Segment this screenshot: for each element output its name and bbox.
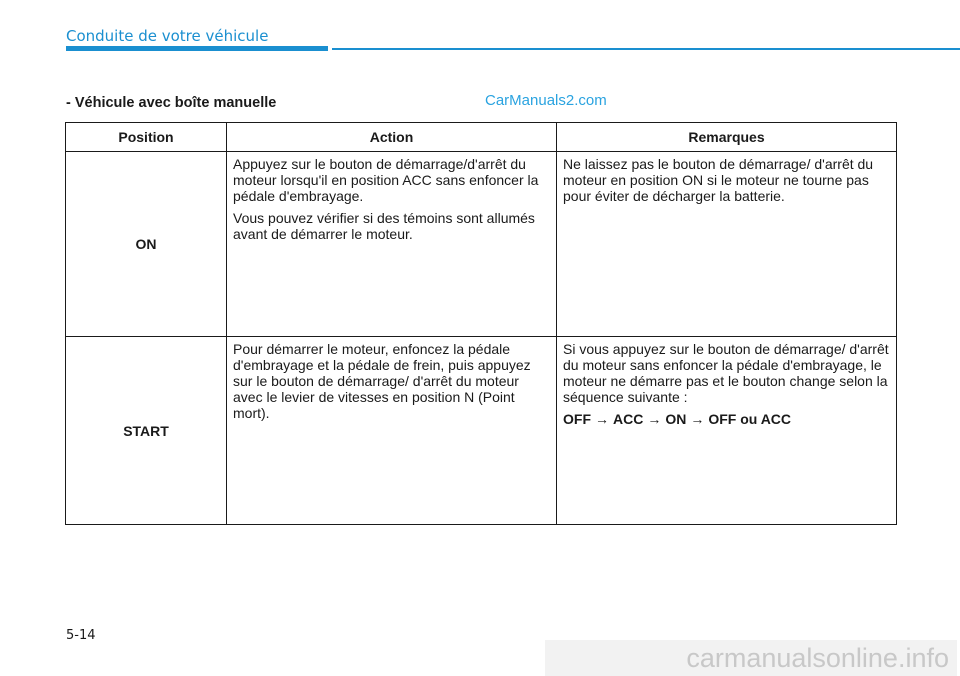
header-position: Position (66, 123, 227, 152)
sequence-line (563, 411, 890, 427)
header-action: Action (227, 123, 557, 152)
section-heading: - Véhicule avec boîte manuelle (66, 95, 277, 111)
table-row (66, 152, 897, 337)
sequence-step: OFF (563, 411, 591, 427)
remarks-cell (557, 152, 897, 337)
arrow-right-icon: → (595, 411, 609, 427)
watermark-top: CarManuals2.com (485, 92, 607, 109)
watermark-bottom: carmanualsonline.info (545, 640, 957, 676)
position-cell: ON (66, 152, 227, 337)
action-paragraph: Pour démarrer le moteur, enfoncez la pédale d'embrayage et la pédale de frein, puis appuyez sur le bouton de démarrage/ d'arrêt du moteur avec le levier de vitesses en position N (Point mort). (233, 341, 531, 421)
table-header-row (66, 123, 897, 152)
position-table (65, 122, 897, 525)
action-cell (227, 337, 557, 525)
action-paragraph: Vous pouvez vérifier si des témoins sont allumés avant de démarrer le moteur. (233, 210, 535, 242)
arrow-right-icon: → (690, 411, 705, 427)
action-cell (227, 152, 557, 337)
chapter-title: Conduite de votre véhicule (66, 27, 269, 45)
remarks-paragraph: Si vous appuyez sur le bouton de démarrage/ d'arrêt du moteur sans enfoncer la pédale d'embrayage, le moteur ne démarre pas et le bouton change selon la séquence suivante : (563, 341, 889, 405)
arrow-right-icon: → (647, 411, 662, 427)
table-row (66, 337, 897, 525)
sequence-step: OFF ou ACC (708, 411, 792, 427)
header-remarks: Remarques (557, 123, 897, 152)
sequence-step: ACC (613, 411, 644, 427)
remarks-cell (557, 337, 897, 525)
header-rule-thick (66, 46, 328, 51)
page-number: 5-14 (66, 628, 96, 643)
header-rule-thin (332, 48, 960, 50)
position-cell: START (66, 337, 227, 525)
action-paragraph: Appuyez sur le bouton de démarrage/d'arrêt du moteur lorsqu'il en position ACC sans enfoncer la pédale d'embrayage. (233, 156, 539, 204)
sequence-step: ON (665, 411, 687, 427)
remarks-paragraph: Ne laissez pas le bouton de démarrage/ d'arrêt du moteur en position ON si le moteur ne tourne pas pour éviter de décharger la batterie. (563, 156, 874, 204)
